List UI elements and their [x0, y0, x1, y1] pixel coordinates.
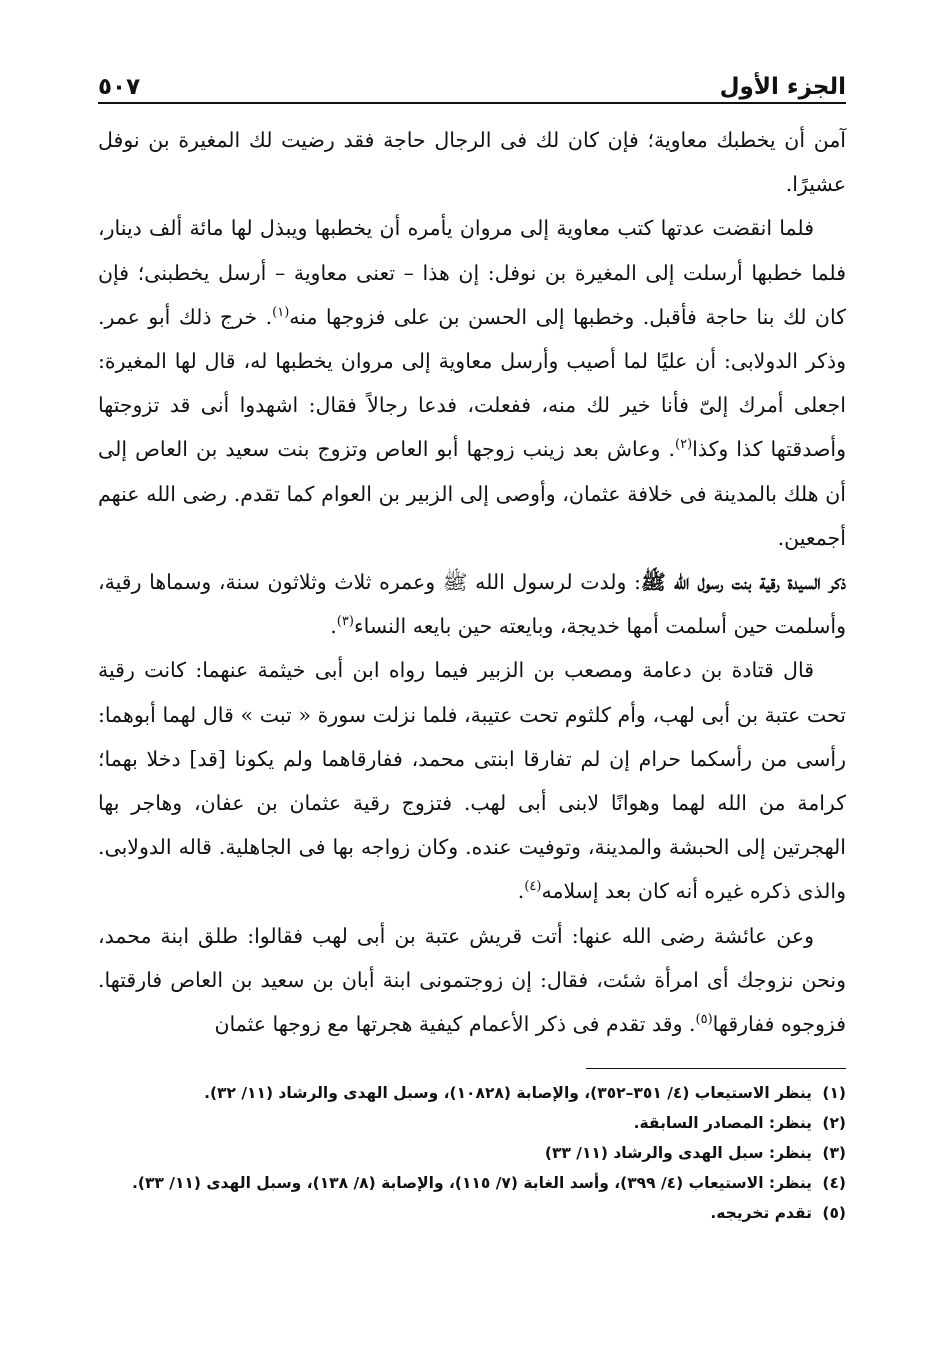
paragraph-4: قال قتادة بن دعامة ومصعب بن الزبير فيما رواه ابن أبى خيثمة عنهما: كانت رقية تحت عتبة بن أبى لهب، وأم كلثوم تحت عتيبة، فلما نزلت سورة « تبت » قال لهما أبوهما: رأسى من رأسكما حرام إن لم تفارقا ابنتى محمد، ففارقاهما ولم يكونا [قد] دخلا بهما؛ كرامة من الله لهما وهوانًا لابنى أبى لهب. فتزوج رقية عثمان بن عفان، وهاجر بها الهجرتين إلى الحبشة والمدينة، وتوفيت عنده. وكان زواجه بها فى الجاهلية. قاله الدولابى. والذى ذكره غيره أنه كان بعد إسلامه$^{(٤)}$.	[98, 658, 846, 904]
page-header	[98, 58, 846, 100]
footnote-item: (٥) تقدم تخريجه.	[710, 1204, 846, 1222]
footnote-ref-3: (٣)	[336, 614, 354, 630]
footnote-ref-5: (٥)	[695, 1012, 713, 1028]
running-title: الجزء الأول	[719, 74, 846, 100]
footnote-item: (١) ينظر الاستيعاب (٤/ ٣٥١–٣٥٢)، والإصابة (١٠٨٢٨)، وسبل الهدى والرشاد (١١/ ٣٢).	[204, 1084, 846, 1102]
page-number: ٥٠٧	[98, 74, 141, 100]
paragraph-3: ذكر السيدة رقية بنت رسول الله ﷺ: ولدت لرسول الله ﷺ وعمره ثلاث وثلاثون سنة، وسماها رقية، وأسلمت حين أسلمت أمها خديجة، وبايعته حين بايعه النساء$^{(٣)}$.	[98, 570, 846, 639]
section-heading: ذكر السيدة رقية بنت رسول الله ﷺ	[640, 570, 846, 595]
main-text	[98, 118, 846, 1046]
footnotes	[98, 1078, 846, 1228]
footnote-item: (٢) ينظر: المصادر السابقة.	[633, 1114, 846, 1132]
header-rule	[98, 102, 846, 104]
footnote-ref-1: (١)	[272, 304, 290, 320]
paragraph-2: فلما انقضت عدتها كتب معاوية إلى مروان يأمره أن يخطبها ويبذل لها مائة ألف دينار، فلما خطبها أرسلت إلى المغيرة بن نوفل: إن هذا – تعنى معاوية – أرسل يخطبنى؛ فإن كان لك بنا حاجة فأقبل. وخطبها إلى الحسن بن على فزوجها منه$^{(١)}$. خرج ذلك أبو عمر. وذكر الدولابى: أن عليًا لما أصيب وأرسل معاوية إلى مروان يخطبها له، قال لها المغيرة: اجعلى أمرك إلىّ فأنا خير لك منه، ففعلت، فدعا رجالاً فقال: اشهدوا أنى قد تزوجتها وأصدقتها كذا وكذا$^{(٢)}$. وعاش بعد زينب زوجها أبو العاص وتزوج بنت سعيد بن العاص إلى أن هلك بالمدينة فى خلافة عثمان، وأوصى إلى الزبير بن العوام كما تقدم. رضى الله عنهم أجمعين.	[98, 216, 846, 550]
footnote-item: (٤) ينظر: الاستيعاب (٤/ ٣٩٩)، وأسد الغابة (٧/ ١١٥)، والإصابة (٨/ ١٣٨)، وسبل الهدى (١١/ ٣٣).	[131, 1174, 846, 1192]
footnote-ref-2: (٢)	[675, 437, 693, 453]
paragraph-1: آمن أن يخطبك معاوية؛ فإن كان لك فى الرجال حاجة فقد رضيت لك المغيرة بن نوفل عشيرًا.	[98, 128, 846, 197]
paragraph-5: وعن عائشة رضى الله عنها: أتت قريش عتبة بن أبى لهب فقالوا: طلق ابنة محمد، ونحن نزوجك أى امرأة شئت، فقال: إن زوجتمونى ابنة أبان بن سعيد بن العاص فارقتها. فزوجوه ففارقها$^{(٥)}$. وقد تقدم فى ذكر الأعمام كيفية هجرتها مع زوجها عثمان	[98, 923, 846, 1037]
footnote-item: (٣) ينظر: سبل الهدى والرشاد (١١/ ٣٣)	[544, 1144, 846, 1162]
footnote-ref-4: (٤)	[524, 879, 542, 895]
footnote-separator	[586, 1068, 846, 1069]
